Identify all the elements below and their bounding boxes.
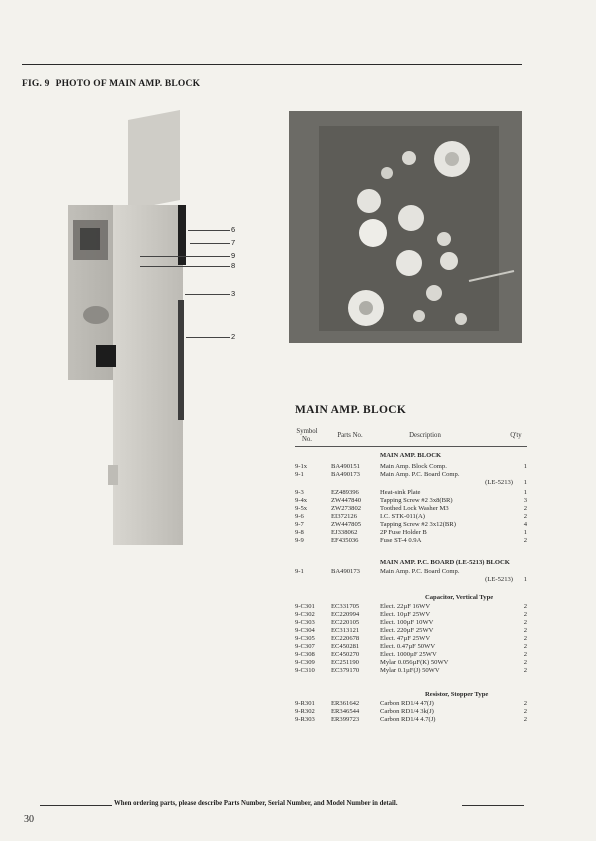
parts-no-cell: EF435036 <box>331 537 359 544</box>
parts-no-cell: EC220105 <box>331 619 360 626</box>
footer-rule-right <box>462 805 524 806</box>
description-cell: 2P Fuse Holder B <box>380 529 427 536</box>
figure-title: PHOTO OF MAIN AMP. BLOCK <box>55 79 201 89</box>
description-cell: Resistor, Stopper Type <box>425 691 489 698</box>
parts-row <box>295 635 527 643</box>
description-cell: Elect. 10µF 25WV <box>380 611 431 618</box>
parts-row <box>295 505 527 513</box>
symbol-cell: 9-C307 <box>295 643 315 650</box>
qty-cell: 2 <box>523 716 527 723</box>
parts-no-cell: ZW273802 <box>331 505 362 512</box>
qty-cell: 4 <box>523 521 527 528</box>
parts-row <box>295 716 527 724</box>
header-parts-no: Parts No. <box>337 432 363 439</box>
parts-no-cell: EC313121 <box>331 627 360 634</box>
parts-row <box>295 463 527 471</box>
symbol-cell: 9-7 <box>295 521 304 528</box>
leader-line-3 <box>185 294 230 295</box>
qty-cell: 2 <box>523 513 527 520</box>
callout-3: 3 <box>231 289 236 298</box>
symbol-cell: 9-3 <box>295 489 304 496</box>
parts-row <box>295 619 527 627</box>
symbol-cell: 9-1x <box>295 463 308 470</box>
parts-row <box>295 559 527 567</box>
qty-cell: 2 <box>523 651 527 658</box>
parts-row <box>295 568 527 576</box>
symbol-cell: 9-6 <box>295 513 304 520</box>
parts-row <box>295 497 527 505</box>
header-rule <box>295 446 527 447</box>
parts-no-cell: EJ338062 <box>331 529 358 536</box>
qty-cell: 1 <box>523 463 527 470</box>
description-cell: Main Amp. P.C. Board Comp. <box>380 568 460 575</box>
symbol-cell: 9-9 <box>295 537 304 544</box>
description-cell: Elect. 1000µF 25WV <box>380 651 437 658</box>
description-cell: (LE-5213) <box>485 479 513 486</box>
description-cell: I.C. STK-011(A) <box>380 513 425 520</box>
callout-2: 2 <box>231 332 236 341</box>
qty-cell: 1 <box>523 489 527 496</box>
description-cell: Tapping Screw #2 3x8(BR) <box>380 497 453 504</box>
description-cell: Heat-sink Plate <box>380 489 421 496</box>
leader-line-8 <box>140 266 230 267</box>
description-cell: Elect. 22µF 16WV <box>380 603 431 610</box>
parts-no-cell: ZW447840 <box>331 497 362 504</box>
parts-row <box>295 700 527 708</box>
figure-label: FIG. 9 <box>22 79 50 89</box>
parts-row <box>295 691 527 699</box>
description-cell: Mylar 0.056µF(K) 50WV <box>380 659 449 666</box>
qty-cell: 2 <box>523 659 527 666</box>
description-cell: Elect. 47µF 25WV <box>380 635 431 642</box>
qty-cell: 2 <box>523 635 527 642</box>
callout-8: 8 <box>231 261 236 270</box>
qty-cell: 2 <box>523 603 527 610</box>
qty-cell: 2 <box>523 505 527 512</box>
qty-cell: 2 <box>523 627 527 634</box>
description-cell: Mylar 0.1µF(J) 50WV <box>380 667 440 674</box>
top-rule <box>22 64 522 65</box>
header-qty: Q'ty <box>510 432 522 439</box>
qty-cell: 2 <box>523 667 527 674</box>
parts-row <box>295 576 527 584</box>
description-cell: Tapping Screw #2 3x12(BR) <box>380 521 456 528</box>
symbol-cell: 9-R303 <box>295 716 315 723</box>
parts-row <box>295 627 527 635</box>
description-cell: MAIN AMP. BLOCK <box>380 452 442 459</box>
description-cell: Elect. 220µF 25WV <box>380 627 434 634</box>
leader-line-6 <box>188 230 230 231</box>
leader-line-7 <box>190 243 230 244</box>
parts-no-cell: EC379170 <box>331 667 360 674</box>
parts-row <box>295 471 527 479</box>
qty-cell: 2 <box>523 700 527 707</box>
description-cell: Capacitor, Vertical Type <box>425 594 494 601</box>
symbol-cell: 9-R301 <box>295 700 315 707</box>
parts-row <box>295 667 527 675</box>
description-cell: Carbon RD1/4 3k(J) <box>380 708 434 715</box>
description-cell: Carbon RD1/4 47(J) <box>380 700 434 707</box>
description-cell: Toothed Lock Washer M3 <box>380 505 449 512</box>
parts-no-cell: BA490173 <box>331 471 360 478</box>
parts-no-cell: EC251190 <box>331 659 359 666</box>
parts-no-cell: ER399723 <box>331 716 360 723</box>
page-number: 30 <box>24 814 34 825</box>
qty-cell: 2 <box>523 537 527 544</box>
parts-row <box>295 452 527 460</box>
parts-no-cell: EC220678 <box>331 635 360 642</box>
parts-no-cell: EC450281 <box>331 643 360 650</box>
symbol-cell: 9-C302 <box>295 611 315 618</box>
parts-no-cell: ZW447805 <box>331 521 362 528</box>
parts-no-cell: EZ489396 <box>331 489 359 496</box>
parts-row <box>295 513 527 521</box>
block-title: MAIN AMP. BLOCK <box>295 404 407 416</box>
symbol-cell: 9-5x <box>295 505 308 512</box>
parts-no-cell: BA490173 <box>331 568 360 575</box>
figure-caption <box>22 79 206 89</box>
leader-line-2 <box>186 337 230 338</box>
parts-row <box>295 651 527 659</box>
symbol-cell: 9-C309 <box>295 659 315 666</box>
symbol-cell: 9-1 <box>295 568 304 575</box>
symbol-cell: 9-4x <box>295 497 308 504</box>
description-cell: Carbon RD1/4 4.7(J) <box>380 716 436 723</box>
qty-cell: 2 <box>523 643 527 650</box>
parts-no-cell: EC331705 <box>331 603 360 610</box>
header-symbol: Symbol No. <box>296 428 318 443</box>
photo-board-top-view <box>289 111 522 343</box>
qty-cell: 2 <box>523 708 527 715</box>
parts-row <box>295 594 527 602</box>
parts-no-cell: BA490151 <box>331 463 360 470</box>
callout-7: 7 <box>231 238 236 247</box>
symbol-cell: 9-C308 <box>295 651 315 658</box>
leader-line-9 <box>140 256 230 257</box>
parts-row <box>295 611 527 619</box>
symbol-cell: 9-C301 <box>295 603 315 610</box>
qty-cell: 1 <box>523 479 527 486</box>
qty-cell: 1 <box>523 576 527 583</box>
parts-row <box>295 489 527 497</box>
parts-row <box>295 708 527 716</box>
symbol-cell: 9-C305 <box>295 635 315 642</box>
parts-row <box>295 479 527 487</box>
parts-no-cell: EC450270 <box>331 651 360 658</box>
parts-row <box>295 537 527 545</box>
description-cell: MAIN AMP. P.C. BOARD (LE-5213) BLOCK <box>380 559 510 566</box>
qty-cell: 1 <box>523 529 527 536</box>
header-description: Description <box>409 432 441 439</box>
description-cell: (LE-5213) <box>485 576 513 583</box>
symbol-cell: 9-C304 <box>295 627 315 634</box>
description-cell: Elect. 100µF 10WV <box>380 619 434 626</box>
callout-6: 6 <box>231 225 236 234</box>
parts-row <box>295 521 527 529</box>
description-cell: Fuse ST-4 0.9A <box>380 537 422 544</box>
parts-row <box>295 529 527 537</box>
symbol-cell: 9-C310 <box>295 667 315 674</box>
description-cell: Main Amp. P.C. Board Comp. <box>380 471 460 478</box>
parts-no-cell: ER346544 <box>331 708 360 715</box>
symbol-cell: 9-R302 <box>295 708 315 715</box>
parts-row <box>295 603 527 611</box>
footer-rule-left <box>40 805 112 806</box>
description-cell: Main Amp. Block Comp. <box>380 463 447 470</box>
parts-no-cell: ER361642 <box>331 700 360 707</box>
parts-no-cell: EI372126 <box>331 513 358 520</box>
qty-cell: 2 <box>523 619 527 626</box>
parts-no-cell: EC220994 <box>331 611 360 618</box>
footer-note: When ordering parts, please describe Parts Number, Serial Number, and Model Number in detail. <box>114 800 398 807</box>
description-cell: Elect. 0.47µF 50WV <box>380 643 436 650</box>
parts-row <box>295 643 527 651</box>
qty-cell: 2 <box>523 611 527 618</box>
qty-cell: 3 <box>523 497 527 504</box>
symbol-cell: 9-C303 <box>295 619 315 626</box>
symbol-cell: 9-8 <box>295 529 304 536</box>
callout-9: 9 <box>231 251 236 260</box>
symbol-cell: 9-1 <box>295 471 304 478</box>
parts-row <box>295 659 527 667</box>
